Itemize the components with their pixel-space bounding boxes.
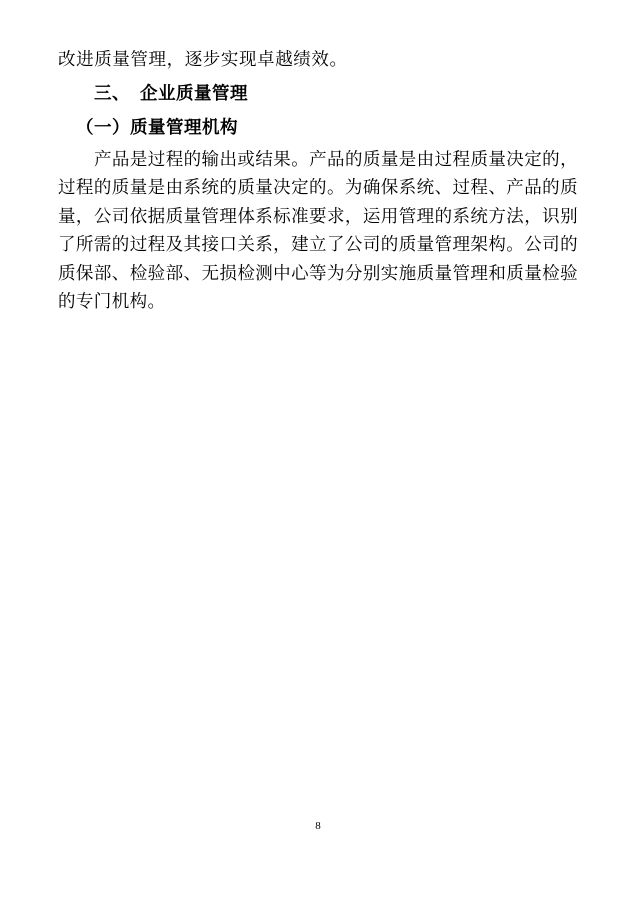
page-number: 8 (315, 820, 321, 832)
section-heading-number: 三、 (94, 83, 130, 104)
subsection-heading: （一）质量管理机构 (76, 117, 238, 138)
section-heading-title: 企业质量管理 (140, 83, 248, 104)
continued-text-line: 改进质量管理，逐步实现卓越绩效。 (58, 49, 348, 69)
body-paragraph: 产品是过程的输出或结果。产品的质量是由过程质量决定的，过程的质量是由系统的质量决定的。为确保系统、过程、产品的质量，公司依据质量管理体系标准要求，运用管理的系统方法，识别了所需的过程及其接口关系，建立了公司的质量管理架构。公司的质保部、检验部、无损检测中心等为分别实施质量管理和质量检验的专门机构。 (58, 149, 578, 311)
section-heading (58, 79, 578, 107)
page-content (58, 46, 578, 315)
